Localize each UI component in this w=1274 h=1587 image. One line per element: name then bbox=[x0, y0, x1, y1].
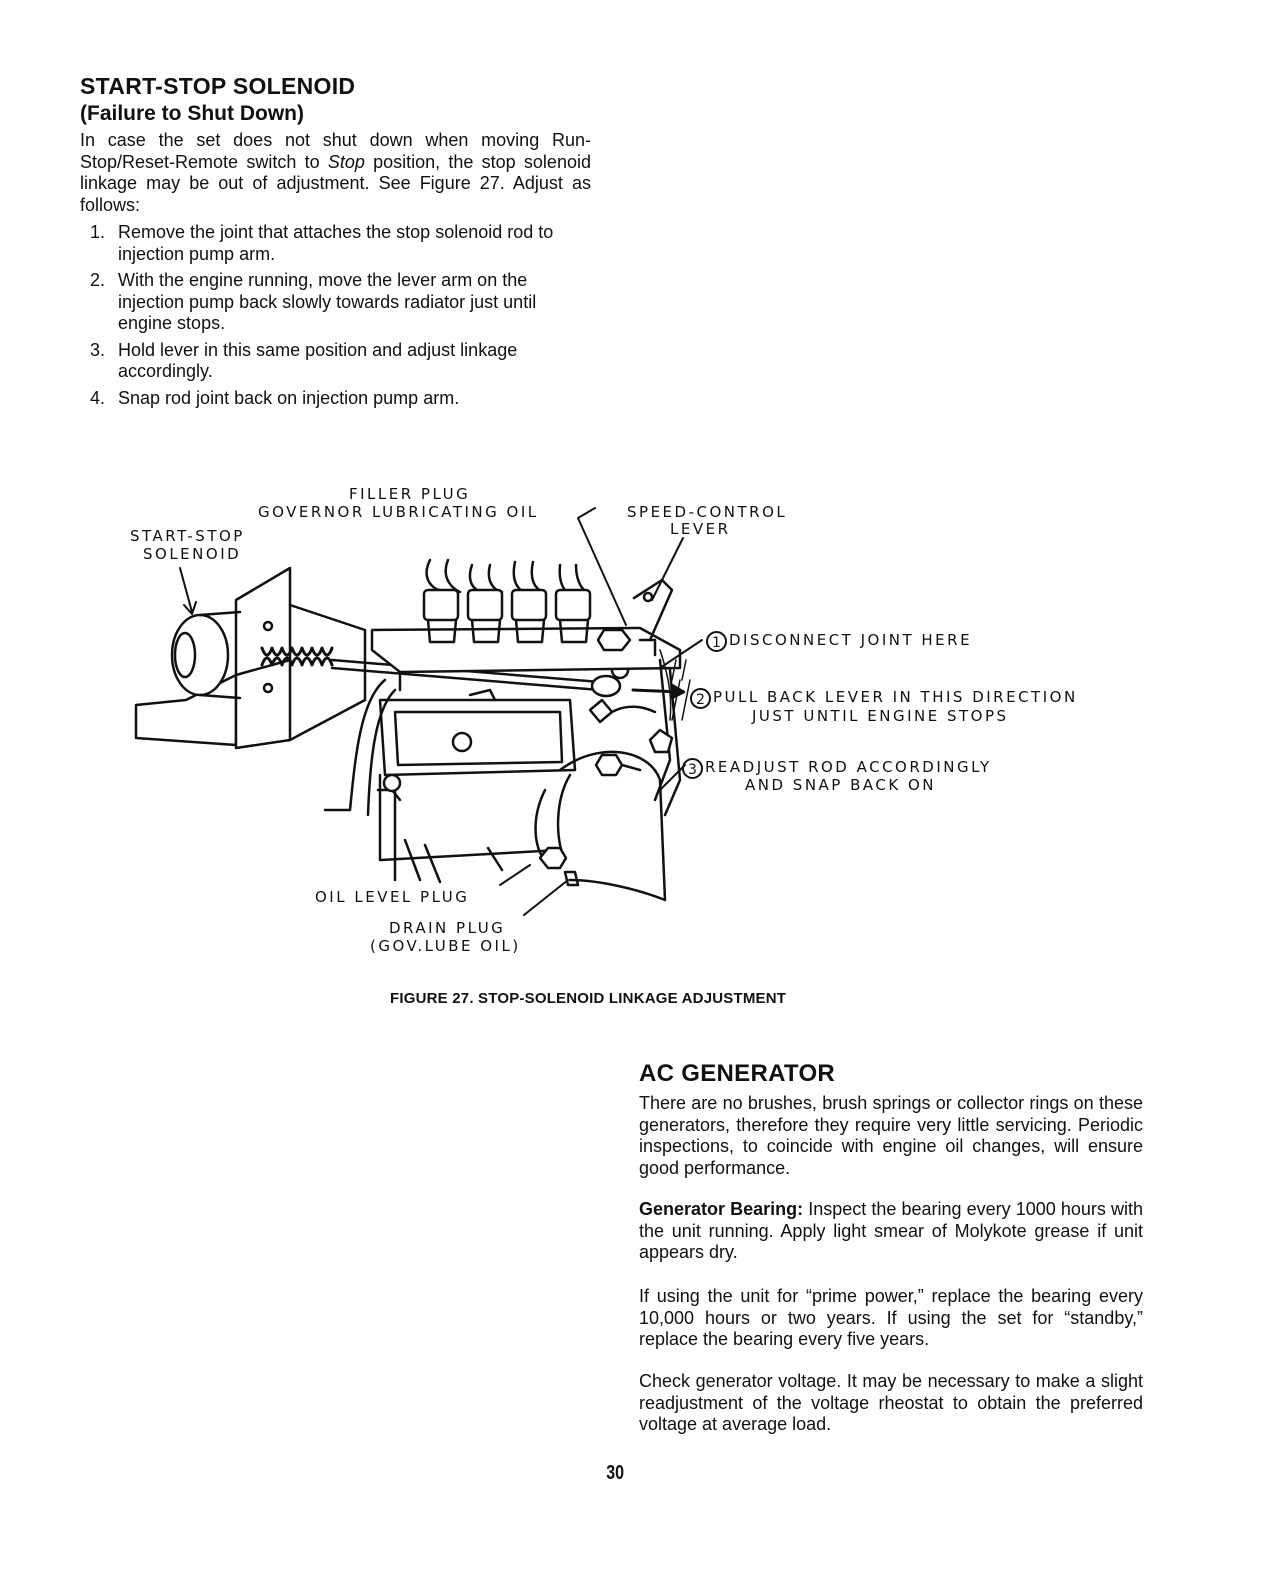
label-speed-control: SPEED-CONTROL bbox=[627, 503, 788, 521]
callout-number: 3 bbox=[682, 758, 703, 779]
label-drain-plug: DRAIN PLUG bbox=[389, 919, 506, 937]
step-text: Remove the joint that attaches the stop solenoid rod to injection pump arm. bbox=[118, 222, 554, 264]
step-item bbox=[80, 222, 592, 265]
section-title-ac-generator: AC GENERATOR bbox=[639, 1060, 836, 1087]
label-governor-lubricating-oil: GOVERNOR LUBRICATING OIL bbox=[258, 503, 539, 521]
intro-text-b: position, the stop solenoid linkage may be out of adjustment. See Figure 27. Adjust as follows: bbox=[80, 151, 591, 215]
callout-number: 1 bbox=[706, 631, 727, 652]
step-text: With the engine running, move the lever arm on the injection pump back slowly towards radiator just until engine stops. bbox=[118, 270, 537, 333]
label-oil-level-plug: OIL LEVEL PLUG bbox=[315, 888, 470, 906]
label-lever: LEVER bbox=[670, 520, 731, 538]
callout-2 bbox=[690, 688, 1078, 709]
intro-stop-emphasis: Stop bbox=[327, 151, 365, 172]
callout-text: READJUST ROD ACCORDINGLY bbox=[705, 758, 992, 776]
page-number: 30 bbox=[606, 1462, 625, 1484]
step-text: Snap rod joint back on injection pump arm. bbox=[118, 387, 460, 408]
label-filler-plug: FILLER PLUG bbox=[349, 485, 471, 503]
step-item bbox=[80, 270, 592, 335]
step-item bbox=[80, 388, 592, 410]
section-title-start-stop-solenoid: START-STOP SOLENOID bbox=[80, 73, 356, 99]
callout-text: PULL BACK LEVER IN THIS DIRECTION bbox=[713, 688, 1078, 706]
step-text: Hold lever in this same position and adjust linkage accordingly. bbox=[118, 339, 518, 381]
figure-caption: FIGURE 27. STOP-SOLENOID LINKAGE ADJUSTMENT bbox=[390, 990, 787, 1007]
callout-2-line2: JUST UNTIL ENGINE STOPS bbox=[752, 707, 1009, 725]
step-number: 3. bbox=[90, 339, 106, 360]
adjustment-steps bbox=[80, 222, 592, 414]
generator-bearing-heading: Generator Bearing: bbox=[639, 1199, 804, 1219]
generator-paragraph-1: There are no brushes, brush springs or collector rings on these generators, therefore they require very little servicing. Periodic inspections, to coincide with engine oil changes, will ensure good performance. bbox=[639, 1093, 1143, 1178]
label-gov-lube-oil: (GOV.LUBE OIL) bbox=[370, 937, 521, 955]
step-number: 4. bbox=[90, 387, 106, 408]
intro-text-a: In case the set does not shut down when moving Run-Stop/Reset-Remote switch to bbox=[80, 130, 591, 172]
callout-3-line2: AND SNAP BACK ON bbox=[745, 776, 937, 794]
callout-text: DISCONNECT JOINT HERE bbox=[729, 631, 973, 649]
callout-1 bbox=[706, 631, 972, 652]
generator-paragraph-4: Check generator voltage. It may be necessary to make a slight readjustment of the voltage rheostat to obtain the preferred voltage at average load. bbox=[639, 1371, 1143, 1434]
callout-number: 2 bbox=[690, 688, 711, 709]
step-item bbox=[80, 340, 592, 383]
step-number: 2. bbox=[90, 270, 106, 290]
label-start-stop: START-STOP bbox=[130, 527, 245, 545]
step-number: 1. bbox=[90, 222, 106, 242]
generator-bearing-paragraph bbox=[639, 1199, 1143, 1264]
intro-paragraph bbox=[80, 130, 591, 216]
generator-paragraph-3: If using the unit for “prime power,” replace the bearing every 10,000 hours or two years. If using the set for “standby,” replace the bearing every five years. bbox=[639, 1286, 1143, 1349]
section-subtitle: (Failure to Shut Down) bbox=[80, 102, 304, 125]
generator-bearing-text: Inspect the bearing every 1000 hours with the unit running. Apply light smear of Molykote grease if unit appears dry. bbox=[639, 1199, 1143, 1262]
label-solenoid: SOLENOID bbox=[143, 545, 242, 563]
